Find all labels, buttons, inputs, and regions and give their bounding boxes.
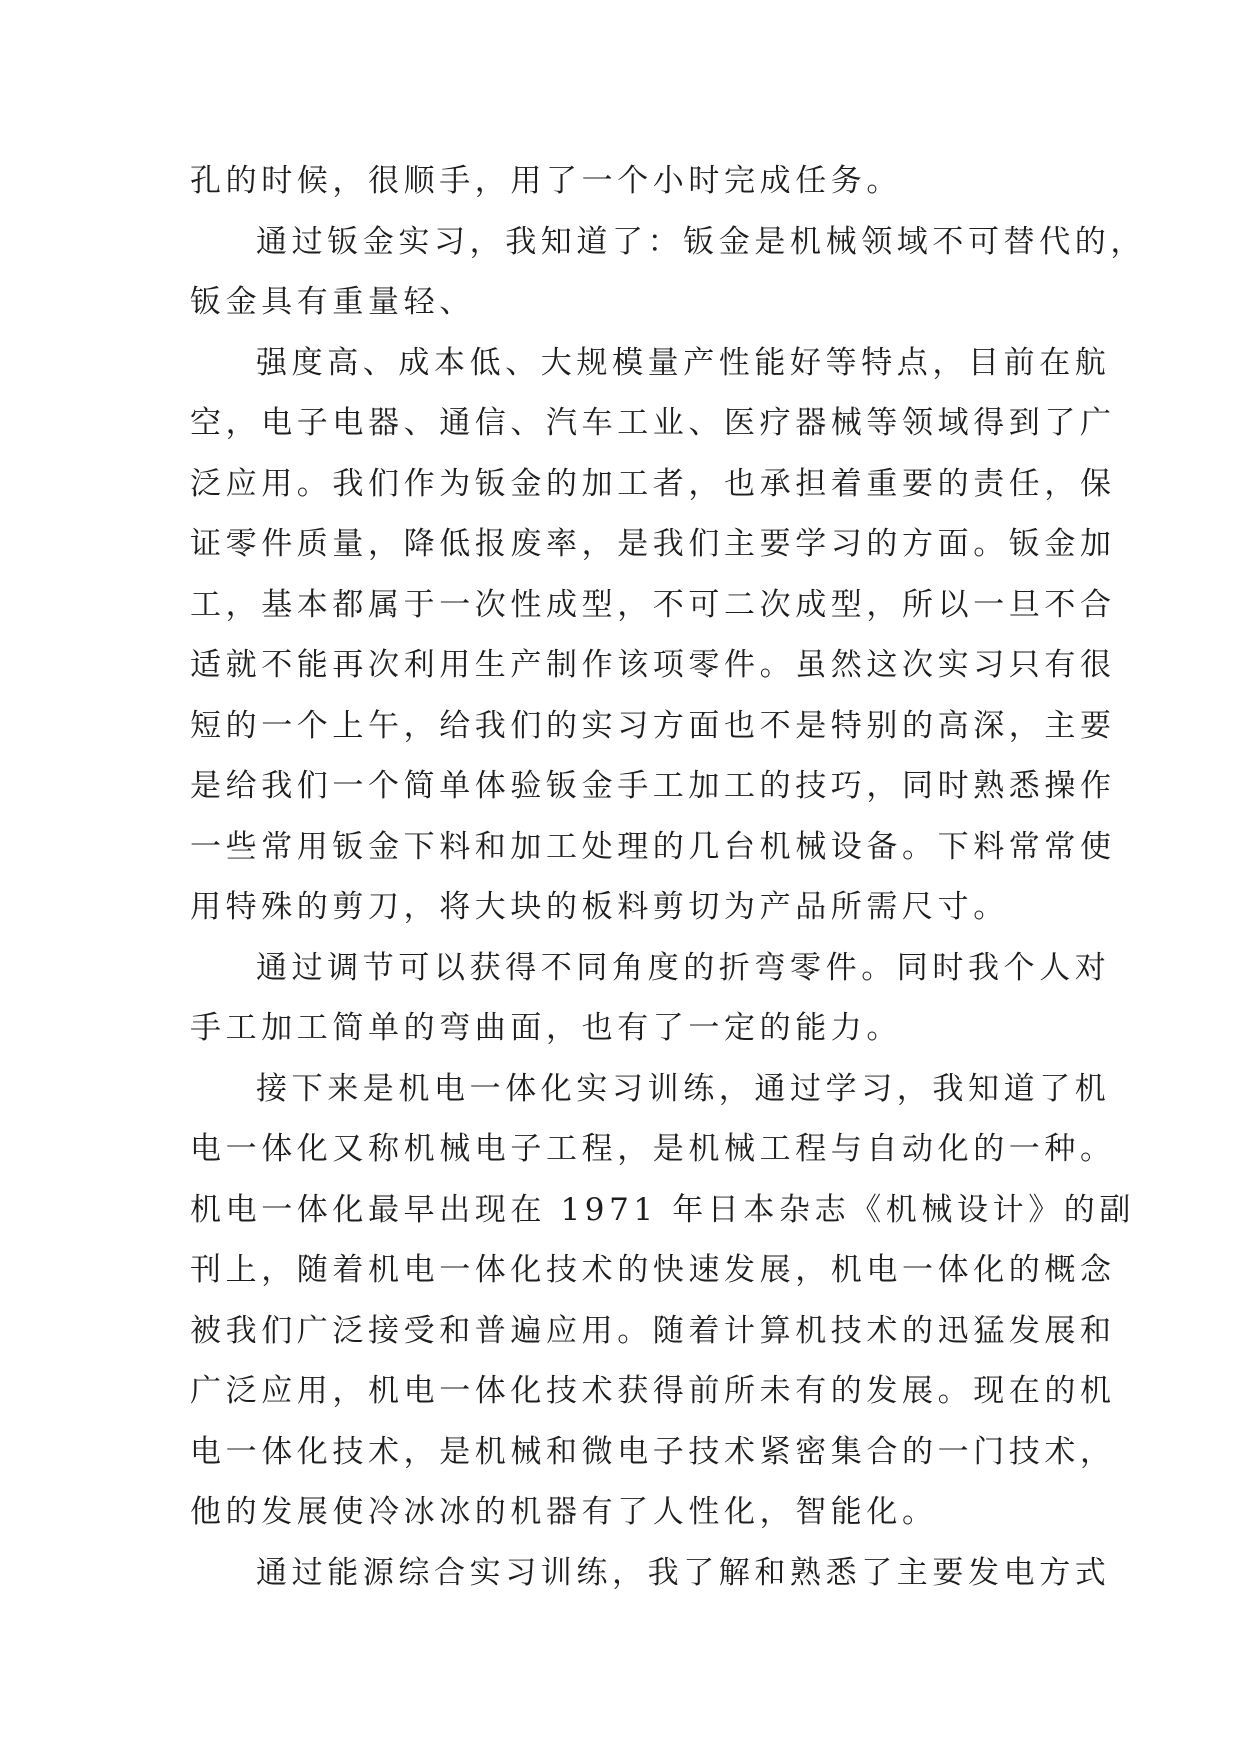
text-line: 通过钣金实习，我知道了：钣金是机械领域不可替代的， xyxy=(256,223,1146,260)
text-line: 证零件质量，降低报废率，是我们主要学习的方面。钣金加 xyxy=(190,526,1116,562)
text-line: 被我们广泛接受和普遍应用。随着计算机技术的迅猛发展和 xyxy=(190,1312,1116,1349)
text-line: 孔的时候，很顺手，用了一个小时完成任务。 xyxy=(190,163,902,199)
text-line: 电一体化又称机械电子工程，是机械工程与自动化的一种。 xyxy=(190,1131,1116,1167)
text-line: 一些常用钣金下料和加工处理的几台机械设备。下料常常使 xyxy=(190,828,1116,865)
text-line: 接下来是机电一体化实习训练，通过学习，我知道了机 xyxy=(256,1070,1111,1107)
text-line: 适就不能再次利用生产制作该项零件。虽然这次实习只有很 xyxy=(190,647,1116,683)
text-line: 空，电子电器、通信、汽车工业、医疗器械等领域得到了广 xyxy=(190,405,1116,441)
text-line: 短的一个上午，给我们的实习方面也不是特别的高深，主要 xyxy=(190,707,1116,744)
text-line: 强度高、成本低、大规模量产性能好等特点，目前在航 xyxy=(256,344,1111,381)
text-line: 机电一体化最早出现在 1971 年日本杂志《机械设计》的副 xyxy=(190,1191,1135,1228)
body-text xyxy=(190,151,1146,1603)
text-line: 泛应用。我们作为钣金的加工者，也承担着重要的责任，保 xyxy=(190,465,1116,502)
text-line: 广泛应用，机电一体化技术获得前所未有的发展。现在的机 xyxy=(190,1373,1116,1409)
text-line: 工，基本都属于一次性成型，不可二次成型，所以一旦不合 xyxy=(190,586,1116,623)
text-line: 他的发展使冷冰冰的机器有了人性化，智能化。 xyxy=(190,1494,938,1530)
text-line: 通过能源综合实习训练，我了解和熟悉了主要发电方式 xyxy=(256,1554,1111,1591)
text-line: 是给我们一个简单体验钣金手工加工的技巧，同时熟悉操作 xyxy=(190,768,1116,804)
text-line: 刊上，随着机电一体化技术的快速发展，机电一体化的概念 xyxy=(190,1252,1116,1288)
text-line: 电一体化技术，是机械和微电子技术紧密集合的一门技术， xyxy=(190,1433,1116,1470)
text-line: 用特殊的剪刀，将大块的板料剪切为产品所需尺寸。 xyxy=(190,889,1009,925)
text-line: 通过调节可以获得不同角度的折弯零件。同时我个人对 xyxy=(256,949,1111,986)
text-line: 钣金具有重量轻、 xyxy=(190,284,475,320)
text-line: 手工加工简单的弯曲面，也有了一定的能力。 xyxy=(190,1010,902,1046)
